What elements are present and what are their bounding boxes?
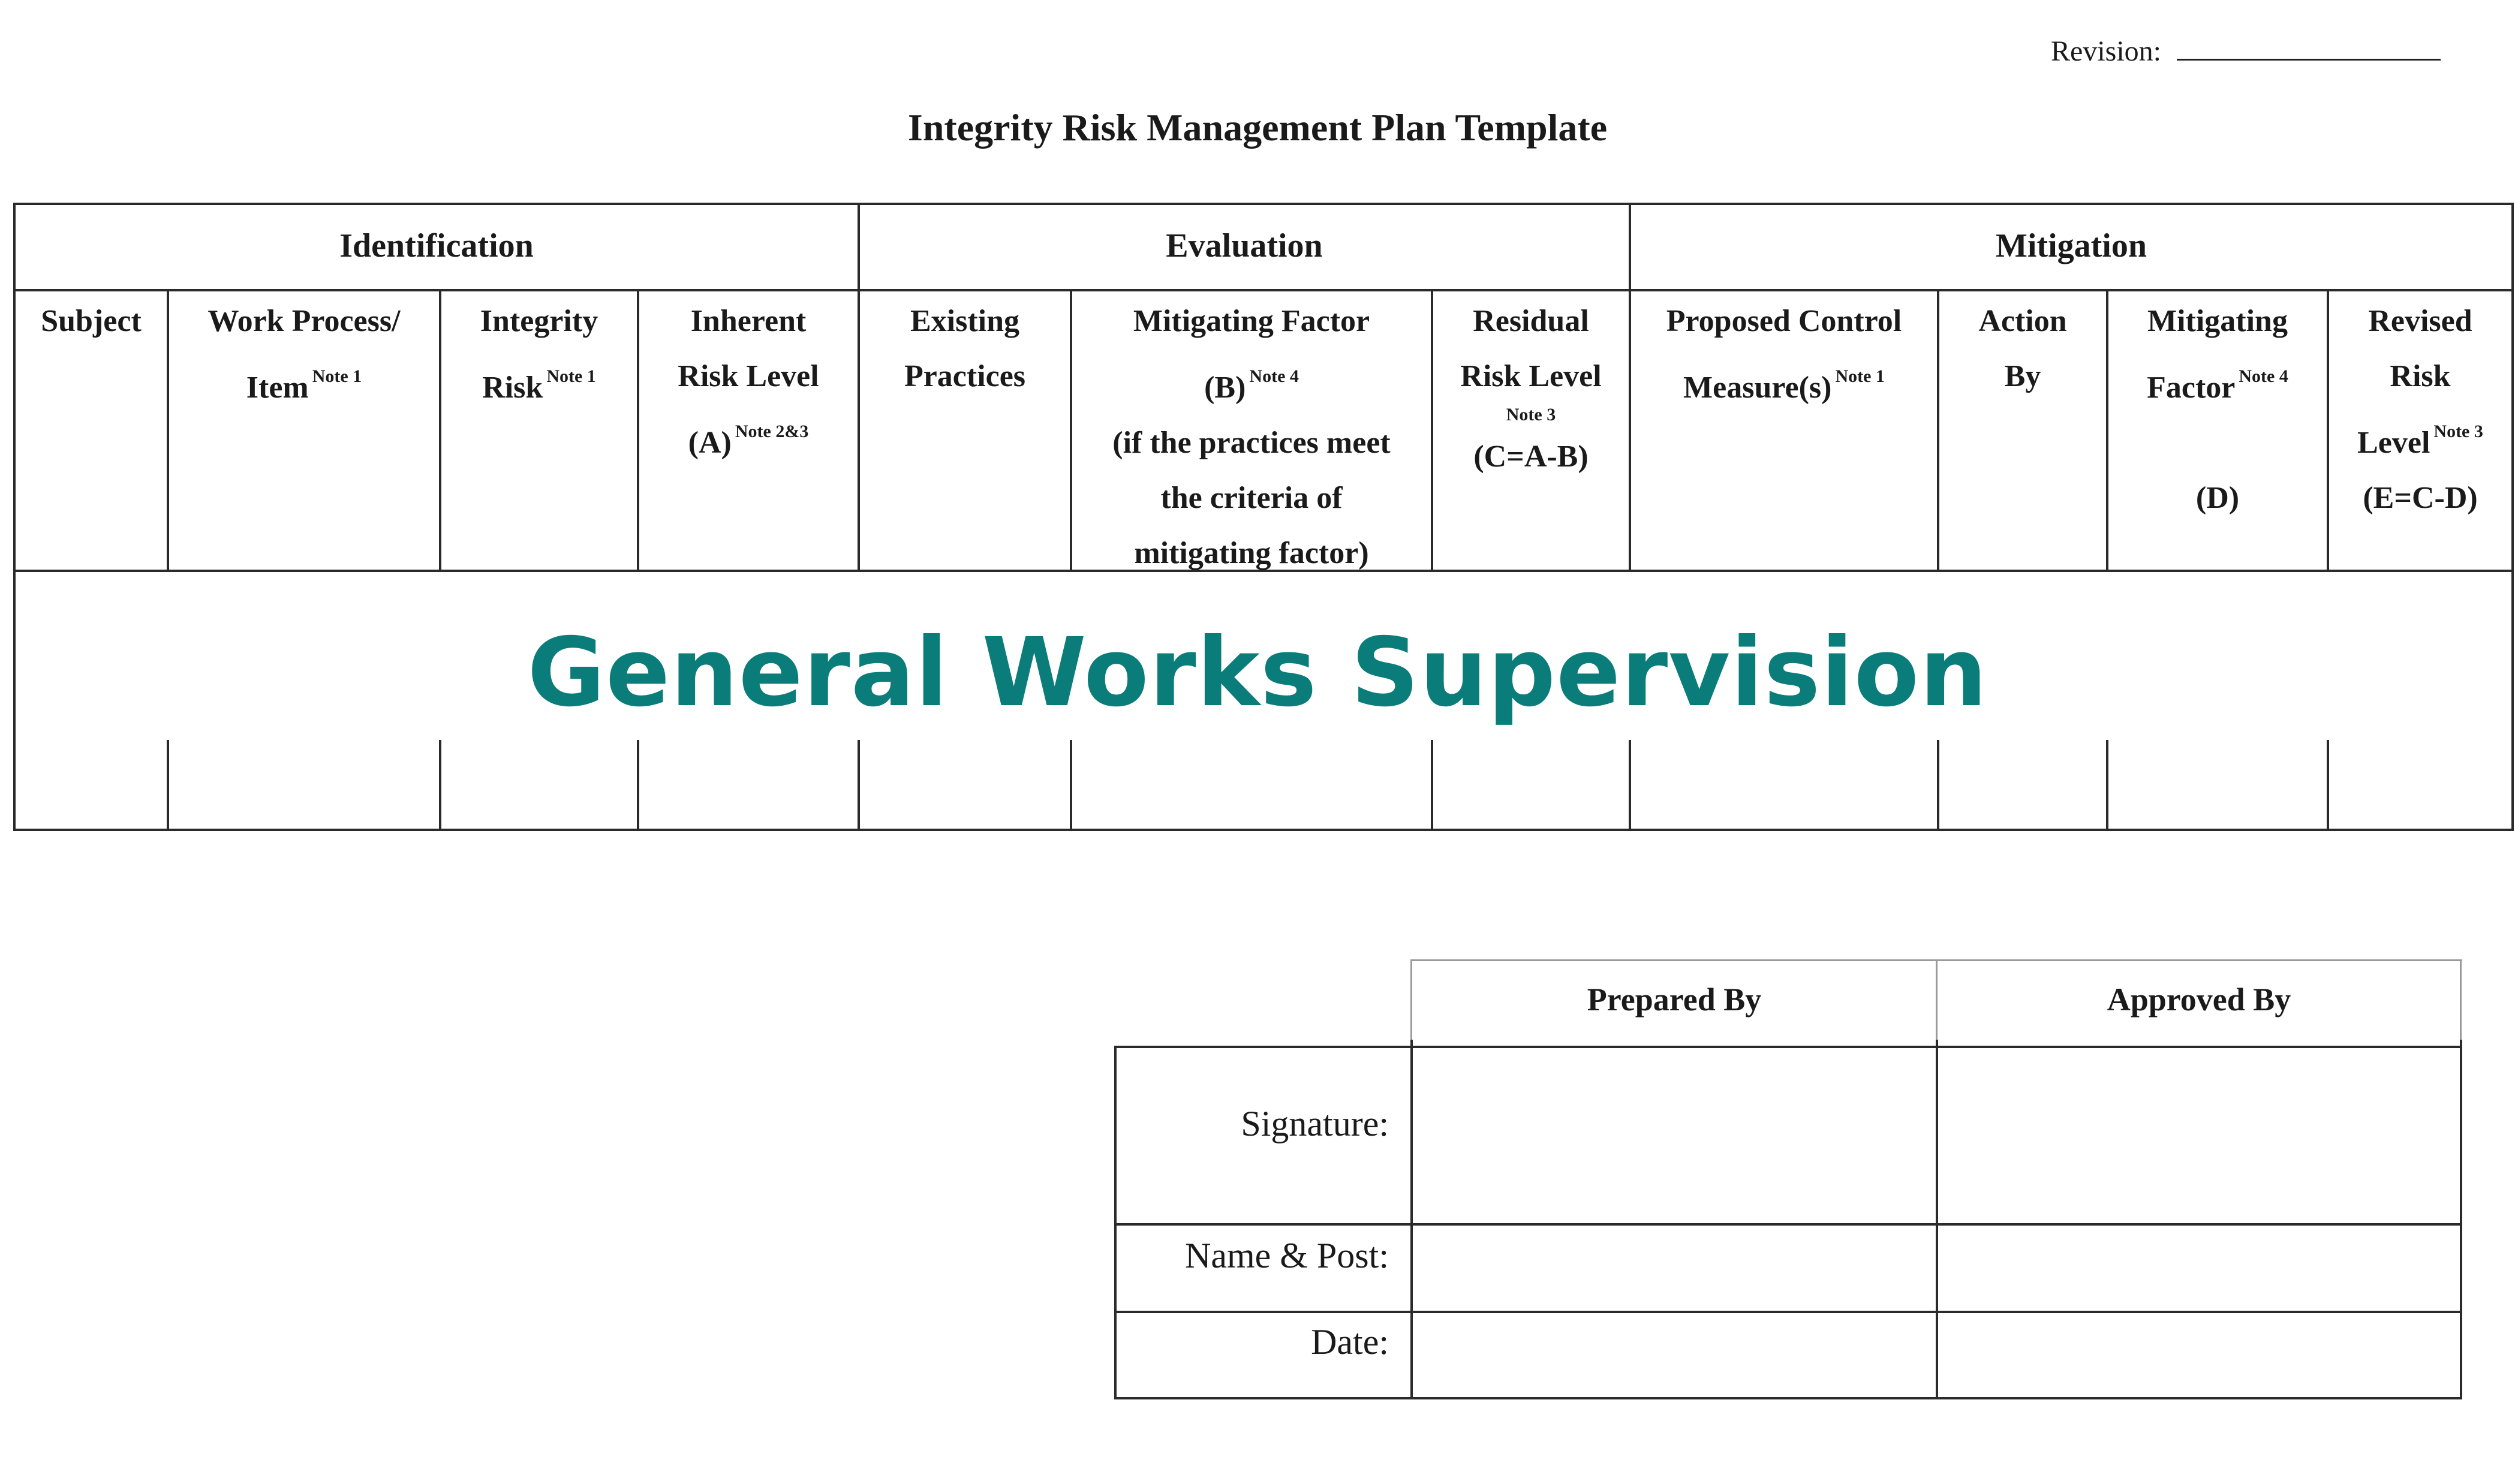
signoff-header-left xyxy=(1410,959,1412,1040)
col-label-line: (D) xyxy=(2195,481,2240,515)
col-proposed-control xyxy=(1631,290,1937,570)
col-existing-practices xyxy=(860,290,1070,570)
col-label-line: Factor xyxy=(2147,371,2236,405)
col-label-line: Proposed Control xyxy=(1666,304,1902,338)
col-label-line: Risk Level xyxy=(1460,359,1602,393)
revision-label: Revision: xyxy=(2051,35,2162,67)
col-label-line: Risk xyxy=(2390,359,2451,393)
col-note: Note 4 xyxy=(1249,366,1299,386)
approved-by-header: Approved By xyxy=(2107,982,2291,1018)
col-action-by xyxy=(1939,290,2106,570)
col-label-line: Mitigating xyxy=(2147,304,2288,338)
col-note: Note 1 xyxy=(312,366,362,386)
group-divider-eval-lower xyxy=(858,740,860,830)
col-divider-lower xyxy=(1937,740,1939,830)
col-work-process xyxy=(169,290,439,570)
table-border-bottom xyxy=(13,829,2514,831)
col-revised-risk xyxy=(2329,290,2511,570)
col-note: Note 3 xyxy=(1506,405,1556,425)
col-label-line: Risk Level xyxy=(678,359,819,393)
col-label-line: Residual xyxy=(1473,304,1589,338)
col-divider-lower xyxy=(2327,740,2329,830)
col-inherent-risk xyxy=(639,290,858,570)
overlay-title: General Works Supervision xyxy=(527,618,1988,728)
signoff-row-line xyxy=(1114,1223,2462,1226)
signoff-row-line xyxy=(1114,1046,2462,1048)
col-divider-lower xyxy=(1070,740,1072,830)
col-note: Note 1 xyxy=(1835,366,1885,386)
col-label-line: Integrity xyxy=(480,304,598,338)
col-note: Note 2&3 xyxy=(735,422,809,441)
col-label-line: Revised xyxy=(2368,304,2472,338)
col-note: Note 4 xyxy=(2239,366,2288,386)
col-divider-lower xyxy=(439,740,441,830)
signoff-header-mid xyxy=(1936,959,1938,1040)
signoff-col-line xyxy=(2460,1040,2462,1399)
col-label-line: Item xyxy=(246,371,309,405)
col-label-line: (B) xyxy=(1204,371,1246,405)
col-label-line: Existing xyxy=(910,304,1020,338)
signoff-col-line xyxy=(1410,1040,1413,1399)
col-label-line: (E=C-D) xyxy=(2363,481,2478,515)
document-title: Integrity Risk Management Plan Template xyxy=(907,106,1608,149)
col-subject-label: Subject xyxy=(41,304,142,338)
col-note: Note 3 xyxy=(2433,422,2483,441)
col-residual-risk xyxy=(1433,290,1629,570)
col-divider-lower xyxy=(637,740,639,830)
col-label-line: Practices xyxy=(904,359,1026,393)
col-label-line: (C=A-B) xyxy=(1473,440,1589,474)
col-divider-lower xyxy=(2106,740,2108,830)
name-post-label: Name & Post: xyxy=(1185,1236,1389,1275)
col-divider-lower xyxy=(167,740,169,830)
signoff-row-line xyxy=(1114,1397,2462,1399)
col-label-line: the criteria of xyxy=(1160,481,1343,515)
revision-field xyxy=(2051,35,2441,68)
revision-blank-line xyxy=(2177,37,2441,61)
col-label-line: Inherent xyxy=(690,304,807,338)
col-label-line: Work Process/ xyxy=(207,304,401,338)
col-mitigating-factor-d xyxy=(2108,290,2327,570)
group-identification: Identification xyxy=(339,227,534,264)
col-label-line: (if the practices meet xyxy=(1112,426,1391,460)
date-label: Date: xyxy=(1311,1322,1389,1362)
col-label-line: (A) xyxy=(688,426,732,460)
col-mitigating-factor-b xyxy=(1072,290,1431,570)
col-label-line: Measure(s) xyxy=(1683,371,1832,405)
col-integrity-risk xyxy=(441,290,637,570)
group-divider-mit-lower xyxy=(1629,740,1631,830)
signoff-row-line xyxy=(1114,1311,2462,1313)
col-label-line: Mitigating Factor xyxy=(1133,304,1370,338)
table-border-right xyxy=(2511,203,2514,831)
signoff-header-right xyxy=(2460,959,2462,1040)
col-label-line: Action xyxy=(1978,304,2067,338)
signature-label: Signature: xyxy=(1241,1104,1389,1143)
col-label-line: mitigating factor) xyxy=(1134,536,1369,570)
col-divider-lower xyxy=(1431,740,1433,830)
signoff-col-line xyxy=(1936,1040,1938,1399)
group-evaluation: Evaluation xyxy=(1166,227,1323,264)
group-mitigation: Mitigation xyxy=(1996,227,2147,264)
prepared-by-header: Prepared By xyxy=(1587,982,1762,1018)
col-subject xyxy=(16,290,167,570)
col-label-line: Risk xyxy=(482,371,543,405)
col-label-line: Level xyxy=(2357,426,2430,460)
col-note: Note 1 xyxy=(546,366,596,386)
col-label-line: By xyxy=(2004,359,2041,393)
